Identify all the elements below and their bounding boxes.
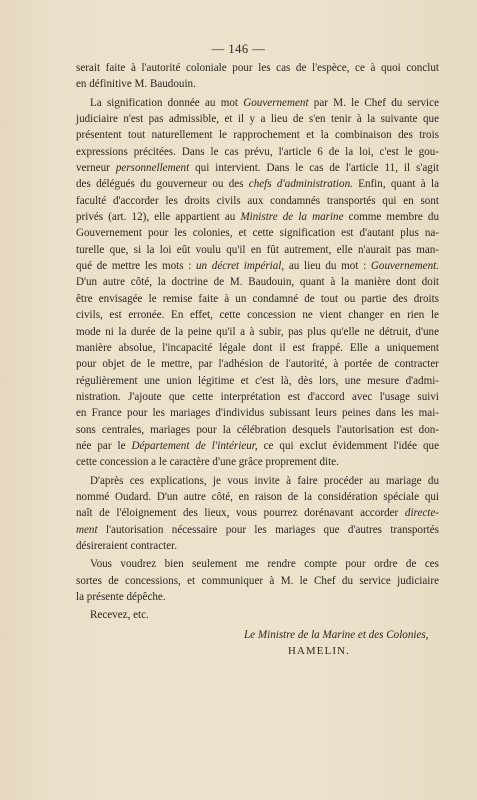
- text-segment: la présente dépêche.: [76, 591, 166, 603]
- text-segment: l'autorisation nécessaire pour les mariages que d'autres transportés: [97, 523, 439, 536]
- text-segment: être envisagée le remise faite à un condamné de tout ou partie des droits: [76, 292, 439, 305]
- text-line: [76, 127, 439, 143]
- text-segment: manière absolue, l'incapacité légale dont il est frappé. Elle a uniquement: [76, 341, 439, 354]
- text-line: [76, 522, 439, 538]
- text-line: [76, 258, 439, 274]
- page-number: — 146 —: [211, 42, 266, 56]
- italic-text: Ministre de la marine: [240, 211, 344, 224]
- text-segment: régulièrement une union légitime et c'est là, dès lors, une mesure d'admi-: [76, 374, 439, 387]
- text-segment: cette concession a le caractère d'une grâce proprement dite.: [76, 456, 339, 469]
- italic-text: Département de l'intérieur,: [131, 439, 258, 452]
- text-line: [76, 538, 439, 554]
- text-line: [76, 176, 439, 192]
- paragraph-gap: [76, 624, 439, 626]
- text-line: [76, 76, 439, 92]
- italic-text: chefs d'administration.: [248, 178, 353, 191]
- text-segment: née par le: [76, 439, 132, 452]
- text-segment: désireraient contracter.: [76, 539, 178, 552]
- text-segment: nommé Oudard. D'un autre côté, en raison de la considération spéciale qui: [76, 490, 439, 503]
- text-line: [76, 340, 439, 356]
- text-line: [76, 242, 439, 258]
- paragraph: [76, 556, 439, 605]
- text-line: [76, 556, 439, 572]
- italic-text: ment: [76, 523, 98, 536]
- text-segment: D'un autre côté, la doctrine de M. Baudouin, quant à la manière dont doit: [76, 276, 439, 289]
- text-segment: pour objet de le mettre, par l'adhésion de l'autorité, à portée de contracter: [76, 358, 439, 371]
- text-segment: expressions précitées. Dans le cas prévu, l'article 6 de la loi, c'est le gou-: [76, 145, 439, 158]
- text-segment: qui intervient. Dans le cas de l'article 11, il s'agit: [189, 162, 439, 175]
- text-segment: sortes de concessions, et communiquer à M. le Chef du service judiciaire: [76, 574, 439, 587]
- body-text: [76, 60, 439, 659]
- signature-name: HAMELIN.: [288, 645, 351, 658]
- text-segment: verneur: [76, 162, 116, 175]
- text-segment: par M. le Chef du service: [308, 96, 439, 109]
- italic-text: Gouvernement.: [370, 260, 439, 273]
- text-segment: Gouvernement pour les colonies, et cette signification est d'autant plus na-: [76, 227, 439, 240]
- text-line: [76, 95, 439, 111]
- italic-text: Gouvernement: [243, 96, 309, 109]
- text-line: [76, 607, 439, 623]
- text-segment: sons centrales, mariages pour la célébration desquels l'autorisation est don-: [76, 423, 439, 436]
- text-segment: civils, est erronée. En effet, cette concession ne vient changer en rien le: [76, 309, 439, 322]
- text-line: [76, 505, 439, 521]
- text-segment: La signification donnée au mot: [90, 96, 244, 109]
- text-segment: privés (art. 12), elle appartient au: [76, 211, 241, 224]
- paragraph: [76, 60, 439, 93]
- text-segment: mode ni la durée de la peine qu'il a à subir, pas plus qu'elle ne détruit, d'une: [76, 325, 439, 338]
- text-line: [76, 111, 439, 127]
- paragraph: [76, 607, 439, 623]
- signature-title: Le Ministre de la Marine et des Colonies,: [244, 628, 429, 641]
- paragraph: [76, 473, 439, 555]
- text-line: [76, 573, 439, 589]
- text-segment: qué de mettre les mots :: [76, 260, 196, 273]
- text-line: [76, 422, 439, 438]
- text-segment: naît de l'éloignement des lieux, vous pourrez dorénavant accorder: [76, 507, 405, 520]
- text-line: [76, 274, 439, 290]
- text-segment: Recevez, etc.: [90, 609, 149, 622]
- text-segment: en définitive M. Baudouin.: [76, 78, 196, 91]
- text-segment: ce qui exclut évidemment l'idée que: [257, 439, 439, 452]
- text-line: [76, 405, 439, 421]
- text-segment: serait faite à l'autorité coloniale pour les cas de l'espèce, ce à quoi conclut: [76, 62, 439, 74]
- text-segment: Vous voudrez bien seulement me rendre compte pour ordre de ces: [90, 558, 439, 571]
- text-line: [76, 160, 439, 176]
- text-line: [76, 489, 439, 505]
- text-segment: comme membre du: [343, 211, 440, 224]
- text-segment: nistration. J'ajoute que cette interprétation est d'accord avec l'usage suivi: [76, 390, 439, 403]
- text-segment: Enfin, quant à la: [352, 178, 440, 191]
- text-line: [76, 307, 439, 323]
- italic-text: personnellement: [115, 162, 190, 175]
- text-segment: au lieu du mot :: [284, 260, 371, 273]
- text-line: [76, 438, 439, 454]
- text-segment: des délégués du gouverneur ou des: [76, 178, 249, 191]
- text-segment: faculté d'accorder les droits civils aux condamnés transportés qui en sont: [76, 194, 439, 207]
- text-segment: judiciaire n'est pas admissible, et il y a lieu de s'en tenir à la suivante que: [76, 113, 439, 126]
- italic-text: un décret impérial,: [196, 260, 285, 273]
- text-line: [76, 356, 439, 372]
- text-segment: D'après ces explications, je vous invite à faire procéder au mariage du: [90, 474, 439, 487]
- text-segment: en France pour les mariages d'individus subissant leurs peines dans les mai-: [76, 407, 439, 420]
- italic-text: directe-: [404, 507, 439, 520]
- text-line: [76, 291, 439, 307]
- text-line: [76, 589, 439, 605]
- text-line: [76, 473, 439, 489]
- text-line: [76, 193, 439, 209]
- text-line: [76, 324, 439, 340]
- text-line: [76, 373, 439, 389]
- text-line: [76, 389, 439, 405]
- paragraph: [76, 95, 439, 471]
- text-line: [76, 60, 439, 76]
- text-segment: présentent tout naturellement le rapprochement et la combinaison des trois: [76, 129, 439, 142]
- text-line: [76, 144, 439, 160]
- text-segment: turelle que, si la loi eût voulu qu'il en fût autrement, elle n'aurait pas man-: [76, 243, 439, 256]
- text-line: [76, 225, 439, 241]
- text-line: [76, 209, 439, 225]
- text-line: [76, 454, 439, 470]
